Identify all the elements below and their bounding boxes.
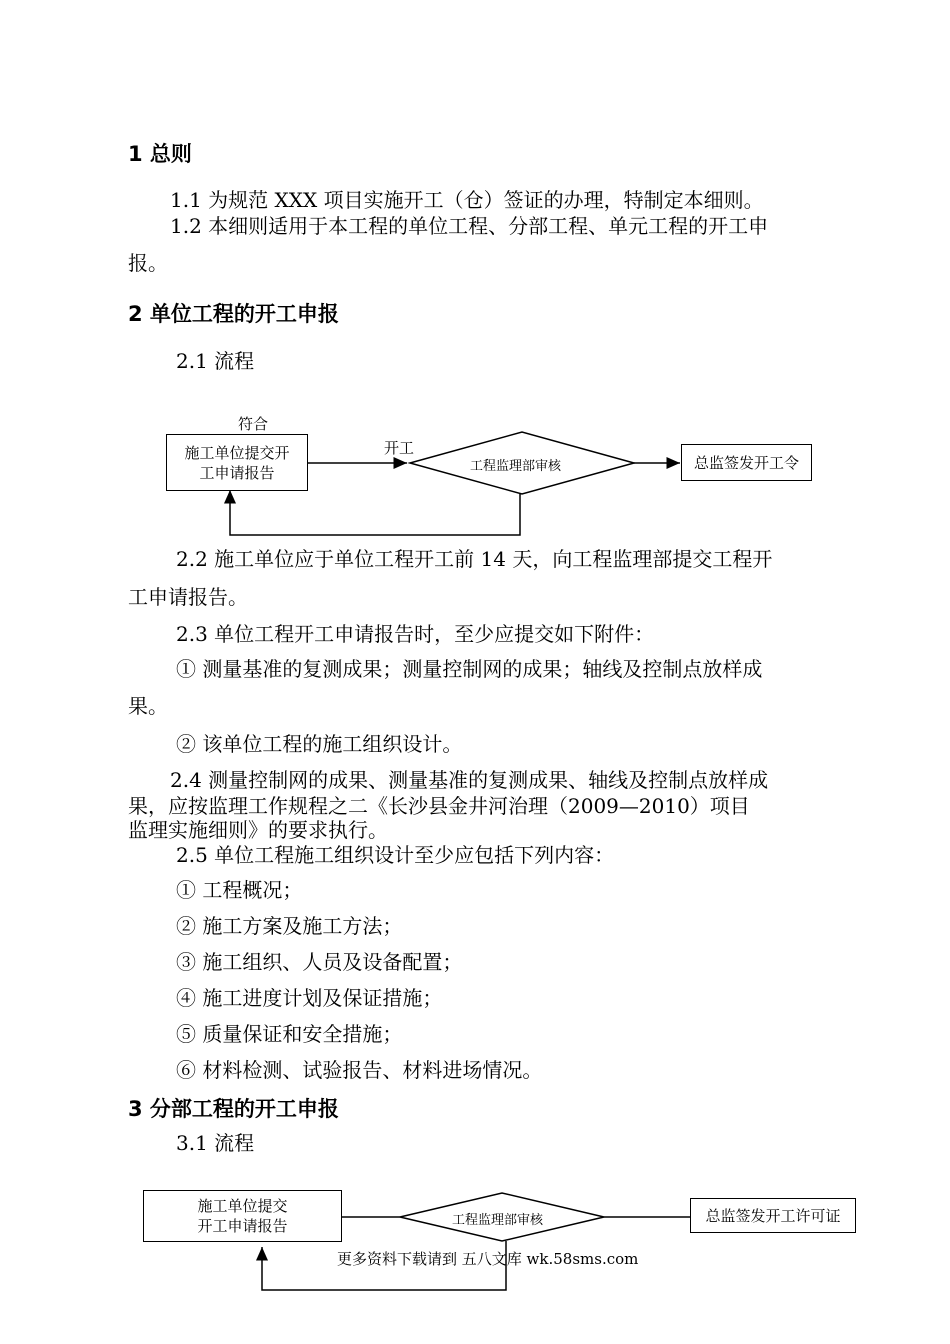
flow1-top-label: 符合 <box>238 415 269 433</box>
section-2-heading: 2 单位工程的开工申报 <box>128 302 339 326</box>
flow-label-2-1: 2.1 流程 <box>176 349 255 373</box>
paragraph-2-3: 2.3 单位工程开工申请报告时，至少应提交如下附件： <box>176 622 655 646</box>
list-item: ① 工程概况； <box>176 878 303 902</box>
flow2-submit-box-line2: 开工申请报告 <box>197 1217 288 1235</box>
flow2-issue-box: 总监签发开工许可证 <box>690 1198 856 1233</box>
list-item: ⑤ 质量保证和安全措施； <box>176 1022 403 1046</box>
attachment-1-line1: ① 测量基准的复测成果；测量控制网的成果；轴线及控制点放样成 <box>176 657 763 681</box>
section-1-heading: 1 总则 <box>128 142 192 166</box>
flow1-submit-box <box>166 434 308 491</box>
section-3-heading: 3 分部工程的开工申报 <box>128 1097 339 1121</box>
flow1-issue-box: 总监签发开工令 <box>681 444 812 481</box>
flow1-submit-box-line1: 施工单位提交开 <box>184 443 290 462</box>
flow1-submit-box-line2: 工申请报告 <box>199 463 275 482</box>
paragraph-1-2-line2: 报。 <box>128 251 168 275</box>
list-item: ⑥ 材料检测、试验报告、材料进场情况。 <box>176 1058 543 1082</box>
list-item: ④ 施工进度计划及保证措施； <box>176 986 443 1010</box>
paragraph-2-2-line2: 工申请报告。 <box>128 585 248 609</box>
flow1-diamond-label: 工程监理部审核 <box>470 459 562 474</box>
paragraph-1-2-line1: 1.2 本细则适用于本工程的单位工程、分部工程、单元工程的开工申 <box>170 214 769 238</box>
flow-label-3-1: 3.1 流程 <box>176 1131 255 1155</box>
paragraph-2-4-line3: 监理实施细则》的要求执行。 <box>128 818 388 842</box>
paragraph-2-2-line1: 2.2 施工单位应于单位工程开工前 14 天，向工程监理部提交工程开 <box>176 547 773 571</box>
footer-download-note: 更多资料下载请到 五八文库 wk.58sms.com <box>337 1250 639 1268</box>
paragraph-2-4-line2: 果，应按监理工作规程之二《长沙县金井河治理（2009—2010）项目 <box>128 794 750 818</box>
flow2-diamond-label: 工程监理部审核 <box>452 1213 544 1228</box>
flow1-arrow-label: 开工 <box>384 439 415 457</box>
attachment-2: ② 该单位工程的施工组织设计。 <box>176 732 463 756</box>
list-item: ③ 施工组织、人员及设备配置； <box>176 950 463 974</box>
attachment-1-line2: 果。 <box>128 694 168 718</box>
flow2-submit-box-line1: 施工单位提交 <box>197 1197 288 1215</box>
list-item: ② 施工方案及施工方法； <box>176 914 403 938</box>
flow2-submit-box <box>143 1190 342 1242</box>
flow1-return-arrow <box>230 490 520 535</box>
paragraph-2-5: 2.5 单位工程施工组织设计至少应包括下列内容： <box>176 843 615 867</box>
paragraph-2-4-line1: 2.4 测量控制网的成果、测量基准的复测成果、轴线及控制点放样成 <box>170 768 769 792</box>
paragraph-1-1: 1.1 为规范 XXX 项目实施开工（仓）签证的办理，特制定本细则。 <box>170 188 764 212</box>
